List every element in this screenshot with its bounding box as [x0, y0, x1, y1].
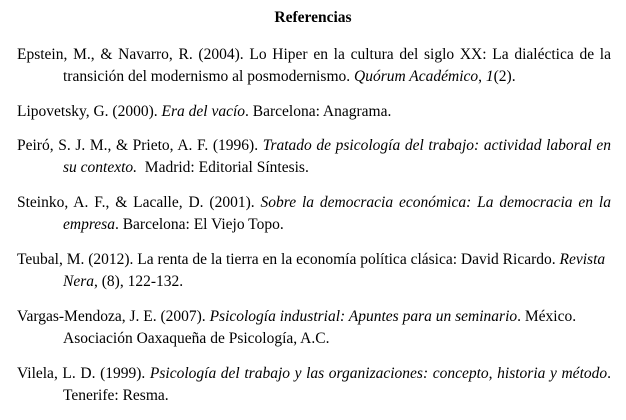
reference-title: Psicología del trabajo y las organizaciones: concepto, historia y método: [149, 365, 608, 382]
reference-title: Sobre la democracia económica: La democracia en la empresa: [63, 194, 611, 233]
reference-publisher: . Barcelona: Anagrama.: [245, 103, 392, 120]
reference-publisher: . México. Asociación Oaxaqueña de Psicología, A.C.: [63, 308, 577, 347]
reference-title: Quórum Académico: [354, 68, 479, 85]
reference-pages: , (8), 122-132.: [94, 273, 184, 290]
reference-entry-steinko: [17, 192, 611, 236]
reference-entry-vilela: [17, 363, 611, 407]
reference-text: Teubal, M. (2012). La renta de la tierra en la economía política clásica: David Ricardo.: [17, 251, 560, 268]
reference-entry-epstein: [17, 44, 611, 88]
reference-list: [17, 44, 611, 420]
reference-title: Era del vacío: [161, 103, 246, 120]
reference-text: Vilela, L. D. (1999).: [17, 365, 150, 382]
reference-text: Peiró, S. J. M., & Prieto, A. F. (1996).: [17, 137, 263, 154]
reference-publisher: . Barcelona: El Viejo Topo.: [114, 216, 284, 233]
reference-title: Tratado de psicología del trabajo: actividad laboral en su contexto.: [63, 137, 611, 176]
reference-publisher: . Tenerife: Resma.: [63, 365, 611, 404]
reference-publisher: Madrid: Editorial Síntesis.: [137, 159, 309, 176]
reference-text: Vargas-Mendoza, J. E. (2007).: [17, 308, 210, 325]
references-heading: Referencias: [274, 9, 352, 26]
reference-entry-peiro: [17, 135, 611, 179]
reference-entry-teubal: [17, 249, 611, 293]
reference-title: Psicología industrial: Apuntes para un seminario: [209, 308, 518, 325]
reference-issue: (2).: [493, 68, 516, 85]
reference-text: Epstein, M., & Navarro, R. (2004). Lo Hiper en la cultura del siglo XX: La dialéctica de la transición del modernismo al posmodernismo.: [17, 46, 611, 85]
reference-text: Steinko, A. F., & Lacalle, D. (2001).: [17, 194, 261, 211]
reference-title: Revista Nera: [63, 251, 606, 290]
reference-separator: ,: [478, 68, 486, 85]
reference-volume: 1: [485, 68, 494, 85]
reference-entry-lipovetsky: [17, 101, 611, 123]
reference-entry-vargas: [17, 306, 611, 350]
reference-text: Lipovetsky, G. (2000).: [17, 103, 162, 120]
